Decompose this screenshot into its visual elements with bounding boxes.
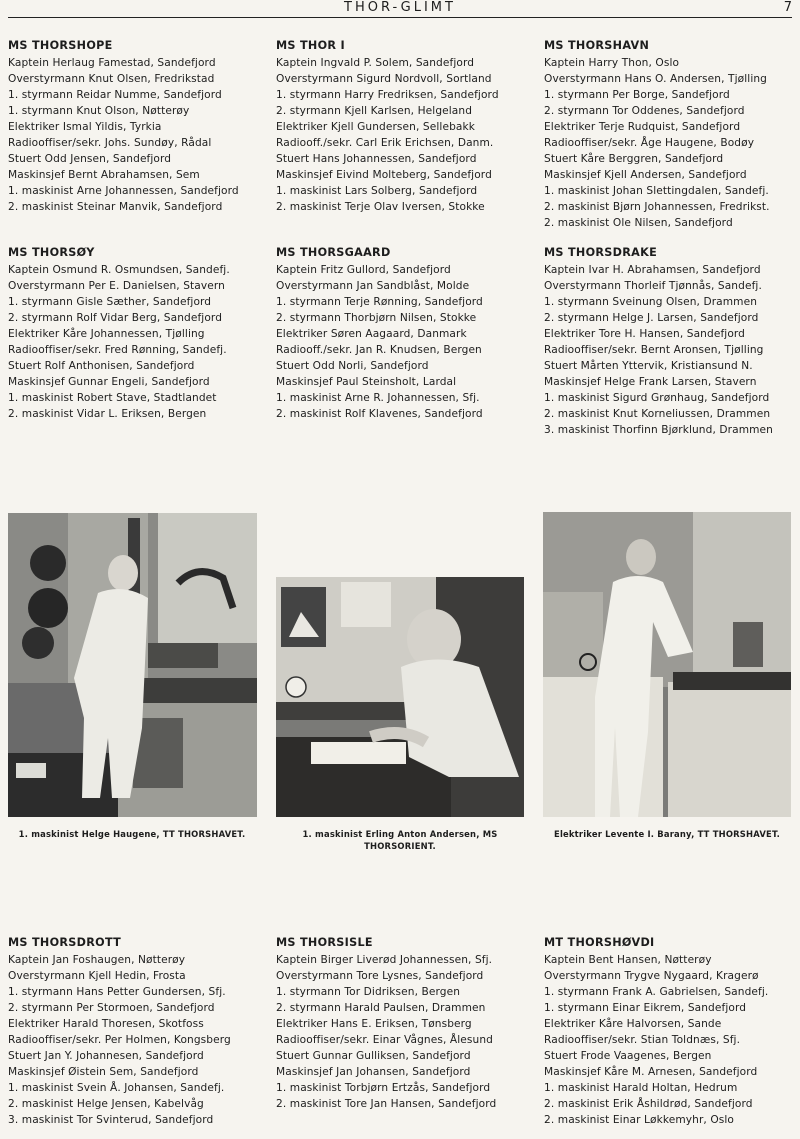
crew-entry: Elektriker Ismal Yildis, Tyrkia	[8, 121, 162, 133]
crew-list	[544, 262, 800, 438]
page-number: 7	[783, 0, 792, 15]
crew-entry: Radiooffiser/sekr. Åge Haugene, Bodøy	[544, 137, 755, 149]
crew-entry: Kaptein Jan Foshaugen, Nøtterøy	[8, 954, 186, 966]
crew-entry: Elektriker Kåre Halvorsen, Sande	[544, 1018, 722, 1030]
crew-entry: 3. maskinist Thorfinn Bjørklund, Drammen	[544, 424, 773, 436]
ship-name: MT THORSHØVDI	[544, 936, 655, 949]
header-rule	[8, 17, 792, 18]
crew-entry: 1. styrmann Gisle Sæther, Sandefjord	[8, 296, 212, 308]
crew-entry: 2. maskinist Rolf Klavenes, Sandefjord	[276, 408, 483, 420]
crew-entry: 2. styrmann Harald Paulsen, Drammen	[276, 1002, 486, 1014]
crew-entry: Maskinsjef Helge Frank Larsen, Stavern	[544, 376, 757, 388]
crew-entry: 2. styrmann Thorbjørn Nilsen, Stokke	[276, 312, 477, 324]
crew-entry: 1. styrmann Hans Petter Gundersen, Sfj.	[8, 986, 226, 998]
crew-entry: Overstyrmann Trygve Nygaard, Kragerø	[544, 970, 759, 982]
crew-entry: Kaptein Fritz Gullord, Sandefjord	[276, 264, 451, 276]
crew-list	[276, 262, 536, 422]
crew-entry: Elektriker Kjell Gundersen, Sellebakk	[276, 121, 475, 133]
ship-block-thorsdrott	[8, 935, 268, 1128]
crew-entry: 2. styrmann Per Stormoen, Sandefjord	[8, 1002, 215, 1014]
crew-entry: 1. maskinist Robert Stave, Stadtlandet	[8, 392, 217, 404]
crew-entry: 1. maskinist Svein Å. Johansen, Sandefj.	[8, 1082, 225, 1094]
crew-entry: Stuert Rolf Anthonisen, Sandefjord	[8, 360, 195, 372]
workshop-scene-illustration	[8, 513, 257, 817]
ship-name: MS THORSDRAKE	[544, 246, 658, 259]
crew-entry: Stuert Mårten Yttervik, Kristiansund N.	[544, 360, 753, 372]
ship-block-thor-i	[276, 38, 536, 215]
photo-erling-anton-andersen	[276, 577, 524, 817]
crew-entry: Maskinsjef Paul Steinsholt, Lardal	[276, 376, 457, 388]
ship-name: MS THOR I	[276, 39, 345, 52]
crew-entry: Radiooffiser/sekr. Stian Toldnæs, Sfj.	[544, 1034, 741, 1046]
crew-entry: 2. styrmann Tor Oddenes, Sandefjord	[544, 105, 745, 117]
crew-entry: 1. styrmann Harry Fredriksen, Sandefjord	[276, 89, 499, 101]
crew-entry: 2. styrmann Rolf Vidar Berg, Sandefjord	[8, 312, 223, 324]
crew-entry: Overstyrmann Hans O. Andersen, Tjølling	[544, 73, 768, 85]
crew-entry: Elektriker Terje Rudquist, Sandefjord	[544, 121, 741, 133]
crew-entry: Stuert Hans Johannessen, Sandefjord	[276, 153, 477, 165]
crew-entry: Kaptein Osmund R. Osmundsen, Sandefj.	[8, 264, 230, 276]
crew-entry: 2. maskinist Bjørn Johannessen, Fredrikst.	[544, 201, 770, 213]
crew-entry: Kaptein Harry Thon, Oslo	[544, 57, 680, 69]
crew-entry: Stuert Odd Norli, Sandefjord	[276, 360, 429, 372]
ship-name: MS THORSGAARD	[276, 246, 391, 259]
page-header	[0, 0, 800, 20]
crew-entry: Maskinsjef Kjell Andersen, Sandefjord	[544, 169, 747, 181]
crew-entry: Elektriker Harald Thoresen, Skotfoss	[8, 1018, 204, 1030]
photo-levente-barany	[543, 512, 791, 817]
crew-entry: Overstyrmann Jan Sandblåst, Molde	[276, 280, 470, 292]
crew-list	[8, 262, 268, 422]
crew-list	[544, 952, 800, 1128]
ship-name: MS THORSHAVN	[544, 39, 650, 52]
crew-entry: Kaptein Herlaug Famestad, Sandefjord	[8, 57, 216, 69]
crew-list	[544, 55, 800, 231]
crew-entry: Kaptein Birger Liverød Johannessen, Sfj.	[276, 954, 493, 966]
crew-entry: Radiooffiser/sekr. Einar Vågnes, Ålesund	[276, 1034, 493, 1046]
crew-entry: 1. maskinist Harald Holtan, Hedrum	[544, 1082, 738, 1094]
crew-entry: 2. styrmann Helge J. Larsen, Sandefjord	[544, 312, 759, 324]
photo-caption-3: Elektriker Levente I. Barany, TT THORSHAVET.	[554, 829, 780, 839]
crew-entry: Stuert Jan Y. Johannesen, Sandefjord	[8, 1050, 204, 1062]
crew-list	[8, 55, 268, 215]
crew-entry: Stuert Odd Jensen, Sandefjord	[8, 153, 172, 165]
ship-name: MS THORSDROTT	[8, 936, 122, 949]
crew-entry: Stuert Kåre Berggren, Sandefjord	[544, 153, 724, 165]
crew-entry: Maskinsjef Bernt Abrahamsen, Sem	[8, 169, 200, 181]
crew-entry: 2. maskinist Helge Jensen, Kabelvåg	[8, 1098, 204, 1110]
crew-entry: Overstyrmann Kjell Hedin, Frosta	[8, 970, 186, 982]
ship-block-thorshovdi	[544, 935, 800, 1128]
ship-name: MS THORSHOPE	[8, 39, 113, 52]
ship-block-thorshope	[8, 38, 268, 215]
ship-name: MS THORSISLE	[276, 936, 373, 949]
crew-entry: 1. styrmann Sveinung Olsen, Drammen	[544, 296, 758, 308]
crew-entry: Overstyrmann Tore Lysnes, Sandefjord	[276, 970, 484, 982]
crew-entry: Elektriker Kåre Johannessen, Tjølling	[8, 328, 205, 340]
crew-entry: 2. maskinist Ole Nilsen, Sandefjord	[544, 217, 733, 229]
crew-entry: Kaptein Ivar H. Abrahamsen, Sandefjord	[544, 264, 761, 276]
crew-entry: Maskinsjef Kåre M. Arnesen, Sandefjord	[544, 1066, 758, 1078]
crew-entry: 2. maskinist Terje Olav Iversen, Stokke	[276, 201, 485, 213]
crew-entry: 1. styrmann Einar Eikrem, Sandefjord	[544, 1002, 747, 1014]
crew-entry: Stuert Gunnar Gulliksen, Sandefjord	[276, 1050, 471, 1062]
crew-entry: Radiooffiser/sekr. Fred Rønning, Sandefj.	[8, 344, 227, 356]
ship-block-thorshavn	[544, 38, 800, 231]
crew-entry: 1. styrmann Frank A. Gabrielsen, Sandefj.	[544, 986, 769, 998]
crew-entry: Elektriker Tore H. Hansen, Sandefjord	[544, 328, 745, 340]
crew-list	[276, 952, 536, 1112]
crew-entry: 2. maskinist Erik Åshildrød, Sandefjord	[544, 1098, 753, 1110]
ship-name: MS THORSØY	[8, 246, 95, 259]
ship-block-thorsgaard	[276, 245, 536, 422]
crew-entry: Maskinsjef Eivind Molteberg, Sandefjord	[276, 169, 492, 181]
photo-helge-haugene	[8, 513, 257, 817]
crew-entry: 1. maskinist Arne Johannessen, Sandefjord	[8, 185, 239, 197]
ship-block-thorsdrake	[544, 245, 800, 438]
crew-entry: Kaptein Ingvald P. Solem, Sandefjord	[276, 57, 475, 69]
office-scene-illustration	[276, 577, 524, 817]
crew-entry: 1. styrmann Tor Didriksen, Bergen	[276, 986, 461, 998]
crew-entry: 2. maskinist Steinar Manvik, Sandefjord	[8, 201, 223, 213]
crew-entry: Overstyrmann Thorleif Tjønnås, Sandefj.	[544, 280, 762, 292]
crew-entry: Kaptein Bent Hansen, Nøtterøy	[544, 954, 712, 966]
crew-entry: 1. styrmann Terje Rønning, Sandefjord	[276, 296, 483, 308]
photo-caption-1: 1. maskinist Helge Haugene, TT THORSHAVET.	[18, 829, 246, 839]
crew-entry: Maskinsjef Øistein Sem, Sandefjord	[8, 1066, 199, 1078]
crew-list	[8, 952, 268, 1128]
crew-entry: Elektriker Søren Aagaard, Danmark	[276, 328, 467, 340]
crew-entry: 1. styrmann Reidar Numme, Sandefjord	[8, 89, 222, 101]
ship-block-thorsisle	[276, 935, 536, 1112]
crew-entry: 1. maskinist Arne R. Johannessen, Sfj.	[276, 392, 480, 404]
crew-entry: 1. maskinist Johan Slettingdalen, Sandefj.	[544, 185, 769, 197]
crew-entry: 1. maskinist Torbjørn Ertzås, Sandefjord	[276, 1082, 491, 1094]
crew-entry: Radiooff./sekr. Carl Erik Erichsen, Danm.	[276, 137, 494, 149]
crew-entry: Overstyrmann Per E. Danielsen, Stavern	[8, 280, 225, 292]
crew-entry: Maskinsjef Gunnar Engeli, Sandefjord	[8, 376, 210, 388]
crew-entry: Radiooffiser/sekr. Bernt Aronsen, Tjølling	[544, 344, 764, 356]
photo-caption-2: 1. maskinist Erling Anton Andersen, MS THORSORIENT.	[302, 829, 498, 851]
electrician-scene-illustration	[543, 512, 791, 817]
crew-entry: Radiooffiser/sekr. Johs. Sundøy, Rådal	[8, 137, 212, 149]
crew-entry: 2. maskinist Einar Løkkemyhr, Oslo	[544, 1114, 735, 1126]
ship-block-thorsoy	[8, 245, 268, 422]
crew-entry: 2. styrmann Kjell Karlsen, Helgeland	[276, 105, 473, 117]
crew-entry: 1. styrmann Per Borge, Sandefjord	[544, 89, 730, 101]
crew-entry: Maskinsjef Jan Johansen, Sandefjord	[276, 1066, 471, 1078]
crew-entry: Overstyrmann Sigurd Nordvoll, Sortland	[276, 73, 492, 85]
crew-entry: Overstyrmann Knut Olsen, Fredrikstad	[8, 73, 215, 85]
crew-entry: Radiooff./sekr. Jan R. Knudsen, Bergen	[276, 344, 482, 356]
crew-entry: 2. maskinist Vidar L. Eriksen, Bergen	[8, 408, 207, 420]
crew-entry: 3. maskinist Tor Svinterud, Sandefjord	[8, 1114, 214, 1126]
crew-entry: 1. styrmann Knut Olson, Nøtterøy	[8, 105, 190, 117]
crew-entry: Stuert Frode Vaagenes, Bergen	[544, 1050, 712, 1062]
crew-entry: 1. maskinist Sigurd Grønhaug, Sandefjord	[544, 392, 770, 404]
crew-entry: 1. maskinist Lars Solberg, Sandefjord	[276, 185, 478, 197]
crew-list	[276, 55, 536, 215]
crew-entry: 2. maskinist Tore Jan Hansen, Sandefjord	[276, 1098, 497, 1110]
crew-entry: 2. maskinist Knut Korneliussen, Drammen	[544, 408, 771, 420]
crew-entry: Elektriker Hans E. Eriksen, Tønsberg	[276, 1018, 472, 1030]
crew-entry: Radiooffiser/sekr. Per Holmen, Kongsberg	[8, 1034, 231, 1046]
magazine-title: THOR-GLIMT	[344, 0, 456, 15]
